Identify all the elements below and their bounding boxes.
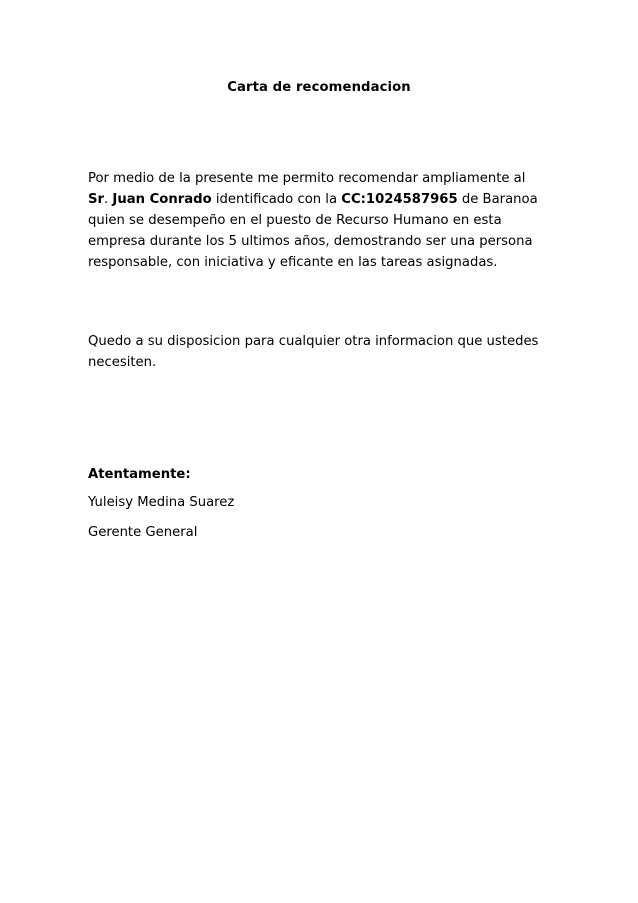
id-number: CC:1024587965 xyxy=(341,192,458,207)
recipient-name: Juan Conrado xyxy=(112,192,212,207)
closing-salutation: Atentamente: xyxy=(88,467,191,482)
id-text: identificado con la xyxy=(215,192,338,207)
paragraph2-line1: Quedo a su disposicion para cualquier otra informacion que ustedes xyxy=(88,334,539,349)
recommendation-paragraph xyxy=(88,168,558,273)
paragraph1-line1: Por medio de la presente me permito recomendar ampliamente al xyxy=(88,171,526,186)
paragraph1-line4: empresa durante los 5 ultimos años, demostrando ser una persona xyxy=(88,234,533,249)
paragraph1-line3: quien se desempeño en el puesto de Recurso Humano en esta xyxy=(88,213,502,228)
paragraph1-line5: responsable, con iniciativa y eficante en las tareas asignadas. xyxy=(88,255,498,270)
honorific-dot: . xyxy=(104,192,109,207)
title-text: Carta de recomendacion xyxy=(227,80,411,95)
honorific: Sr xyxy=(88,192,105,207)
paragraph1-line2 xyxy=(88,189,558,210)
paragraph2-line2: necesiten. xyxy=(88,355,157,370)
signer-name: Yuleisy Medina Suarez xyxy=(88,495,235,510)
availability-paragraph xyxy=(88,331,558,373)
signer-role: Gerente General xyxy=(88,525,198,540)
letter-title xyxy=(0,80,638,95)
id-suffix: de Baranoa xyxy=(461,192,538,207)
